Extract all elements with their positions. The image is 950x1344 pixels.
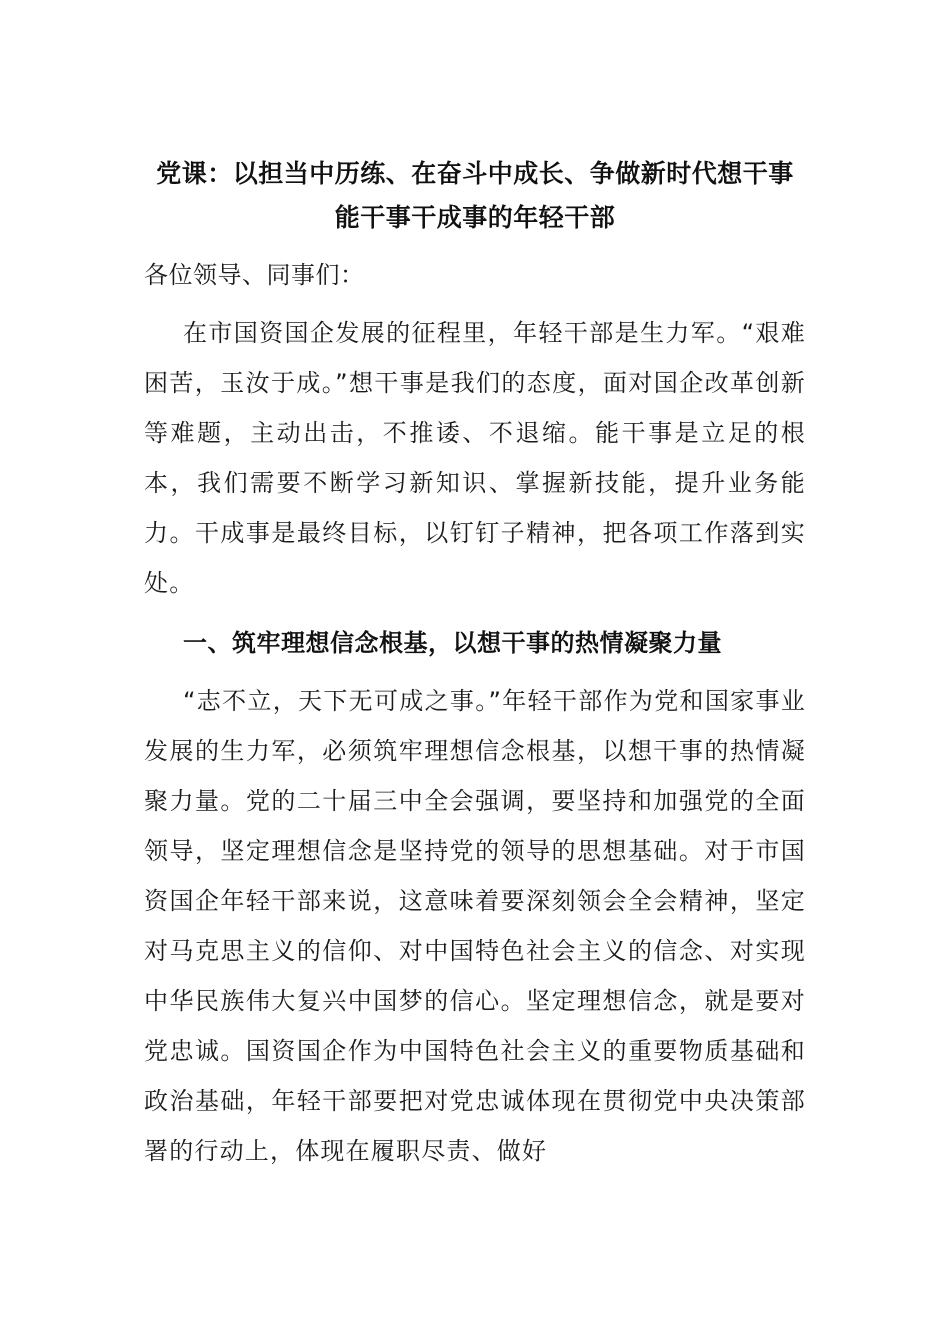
document-title xyxy=(144,152,806,240)
section-1-paragraph: “志不立，天下无可成之事。”年轻干部作为党和国家事业发展的生力军，必须筑牢理想信念根基，以想干事的热情凝聚力量。党的二十届三中全会强调，要坚持和加强党的全面领导，坚定理想信念是坚持党的领导的思想基础。对于市国资国企年轻干部来说，这意味着要深刻领会全会精神，坚定对马克思主义的信仰、对中国特色社会主义的信念、对实现中华民族伟大复兴中国梦的信心。坚定理想信念，就是要对党忠诚。国资国企作为中国特色社会主义的重要物质基础和政治基础，年轻干部要把对党忠诚体现在贯彻党中央决策部署的行动上，体现在履职尽责、做好 xyxy=(144,687,806,1165)
section-1-heading: 一、筑牢理想信念根基，以想干事的热情凝聚力量 xyxy=(183,629,722,657)
document-body xyxy=(144,152,806,1176)
title-line-2: 能干事干成事的年轻干部 xyxy=(334,203,616,232)
salutation: 各位领导、同事们： xyxy=(144,261,365,289)
title-line-1: 党课：以担当中历练、在奋斗中成长、争做新时代想干事 xyxy=(156,159,794,188)
intro-paragraph: 在市国资国企发展的征程里，年轻干部是生力军。“艰难困苦，玉汝于成。”想干事是我们的态度，面对国企改革创新等难题，主动出击，不推诿、不退缩。能干事是立足的根本，我们需要不断学习新知识、掌握新技能，提升业务能力。干成事是最终目标，以钉钉子精神，把各项工作落到实处。 xyxy=(144,319,806,597)
